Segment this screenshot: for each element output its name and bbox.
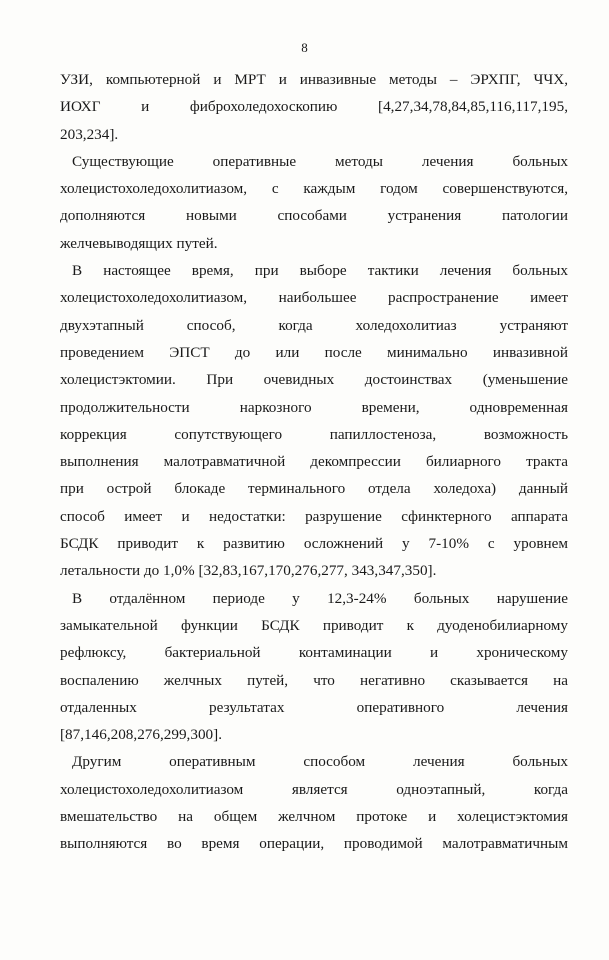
text-line: [87,146,208,276,299,300]. — [60, 726, 222, 744]
text-line: холецистохоледохолитиазом является одноэтапный, когда — [60, 780, 568, 798]
paragraph-5 — [60, 748, 568, 857]
text-line: рефлюксу, бактериальной контаминации и хроническому — [60, 644, 568, 662]
paragraph-3 — [60, 257, 568, 585]
paragraph-2 — [60, 148, 568, 257]
page-number: 8 — [301, 40, 308, 55]
text-line: вмешательство на общем желчном протоке и холецистэктомия — [60, 808, 568, 826]
text-line: способ имеет и недостатки: разрушение сфинктерного аппарата — [60, 507, 568, 525]
text-line: холецистохоледохолитиазом, наибольшее распространение имеет — [60, 289, 568, 307]
text-line: выполняются во время операции, проводимой малотравматичным — [60, 835, 568, 853]
text-line: проведением ЭПСТ до или после минимально инвазивной — [60, 343, 568, 361]
text-line: выполнения малотравматичной декомпрессии билиарного тракта — [60, 453, 568, 471]
text-line: Существующие оперативные методы лечения больных — [72, 152, 568, 170]
text-line: холецистэктомии. При очевидных достоинствах (уменьшение — [60, 371, 568, 389]
text-line: В отдалённом периоде у 12,3-24% больных нарушение — [72, 589, 568, 607]
paragraph-4 — [60, 585, 568, 749]
text-line: ИОХГ и фиброхоледохоскопию [4,27,34,78,84,85,116,117,195, — [60, 98, 568, 116]
text-line: УЗИ, компьютерной и МРТ и инвазивные методы – ЭРХПГ, ЧЧХ, — [60, 71, 568, 88]
text-line: 203,234]. — [60, 125, 119, 143]
paragraph-1 — [60, 66, 568, 148]
text-line: дополняются новыми способами устранения патологии — [60, 207, 568, 225]
body-text — [60, 66, 568, 858]
text-line: при острой блокаде терминального отдела холедоха) данный — [60, 480, 568, 498]
text-line: холецистохоледохолитиазом, с каждым годом совершенствуются, — [60, 180, 568, 198]
text-line: отдаленных результатах оперативного лечения — [60, 698, 568, 716]
text-line: двухэтапный способ, когда холедохолитиаз устраняют — [60, 316, 568, 334]
text-line: желчевыводящих путей. — [60, 234, 218, 252]
text-line: замыкательной функции БСДК приводит к дуоденобилиарному — [60, 616, 568, 634]
text-line: воспалению желчных путей, что негативно сказывается на — [60, 671, 568, 689]
text-line: В настоящее время, при выборе тактики лечения больных — [72, 262, 568, 280]
text-line: БСДК приводит к развитию осложнений у 7-10% с уровнем — [60, 535, 568, 553]
text-line: продолжительности наркозного времени, одновременная — [60, 398, 568, 416]
text-line: коррекция сопутствующего папиллостеноза, возможность — [60, 425, 568, 443]
text-line: летальности до 1,0% [32,83,167,170,276,277, 343,347,350]. — [60, 562, 437, 580]
text-line: Другим оперативным способом лечения больных — [72, 753, 568, 771]
